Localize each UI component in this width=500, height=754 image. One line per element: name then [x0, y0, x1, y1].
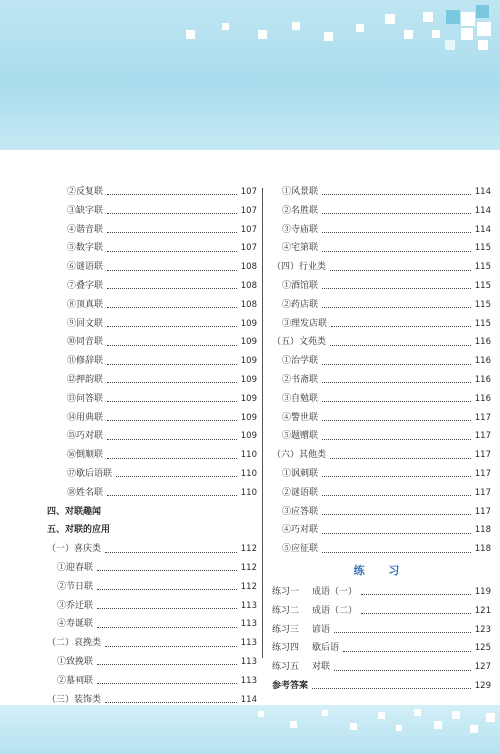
exercise-list — [272, 583, 491, 677]
toc-entry[interactable] — [47, 239, 257, 258]
exercise-title: 谚语 — [312, 624, 331, 635]
toc-entry-label: ②谜语联 — [282, 487, 319, 498]
pixel-square-decoration — [452, 711, 460, 719]
leader-dots — [334, 669, 471, 671]
toc-entry-label: ③乔迁联 — [57, 600, 94, 611]
toc-entry-label: ①酒馆联 — [282, 280, 319, 291]
toc-entry-page: 114 — [474, 224, 491, 235]
toc-entry-page: 108 — [240, 262, 257, 273]
toc-entry[interactable] — [47, 597, 257, 616]
toc-entry-page: 108 — [240, 299, 257, 310]
leader-dots — [322, 250, 471, 252]
toc-entry-page: 118 — [474, 544, 491, 555]
toc-entry-page: 115 — [474, 280, 491, 291]
toc-entry-label: ③缺字联 — [67, 205, 104, 216]
toc-entry[interactable] — [47, 277, 257, 296]
toc-entry-label: （二）哀挽类 — [47, 638, 102, 649]
toc-entry-page: 108 — [240, 280, 257, 291]
exercise-number: 练习三 — [272, 624, 300, 635]
toc-entry-page: 116 — [474, 356, 491, 367]
pixel-square-decoration — [461, 12, 475, 26]
exercise-number: 练习一 — [272, 586, 300, 597]
toc-entry[interactable] — [47, 615, 257, 634]
toc-entry-page: 115 — [474, 318, 491, 329]
leader-dots — [107, 287, 237, 289]
toc-entry[interactable] — [272, 221, 491, 240]
leader-dots — [107, 419, 237, 421]
toc-entry[interactable] — [272, 183, 491, 202]
pixel-square-decoration — [461, 28, 473, 40]
leader-dots — [97, 569, 237, 571]
leader-dots — [331, 325, 471, 327]
pixel-square-decoration — [476, 5, 489, 18]
toc-entry[interactable] — [47, 221, 257, 240]
toc-entry-page: 112 — [240, 581, 257, 592]
toc-entry[interactable] — [47, 390, 257, 409]
toc-entry[interactable] — [47, 296, 257, 315]
toc-entry-label: ④宅第联 — [282, 243, 319, 254]
toc-entry-page: 107 — [240, 187, 257, 197]
toc-entry-label: ②名胜联 — [282, 205, 319, 216]
toc-entry-label: ⑨回文联 — [67, 318, 104, 329]
answers-page: 129 — [474, 680, 491, 691]
toc-entry-label: ⑰歇后语联 — [67, 468, 113, 479]
toc-entry-page: 114 — [240, 694, 257, 705]
toc-entry-page: 109 — [240, 431, 257, 442]
toc-entry-label: ①治学联 — [282, 356, 319, 367]
exercise-title: 歇后语 — [312, 643, 340, 654]
toc-entry[interactable] — [272, 540, 491, 559]
toc-entry[interactable] — [47, 559, 257, 578]
toc-entry-label: ⑥谜语联 — [67, 262, 104, 273]
toc-entry[interactable] — [272, 409, 491, 428]
leader-dots — [97, 588, 237, 590]
toc-entry-label: ⑧顶真联 — [67, 299, 104, 310]
toc-entry-label: ②节日联 — [57, 581, 94, 592]
toc-left-column — [47, 183, 257, 709]
leader-dots — [107, 363, 237, 365]
pixel-square-decoration — [290, 721, 297, 728]
leader-dots — [330, 344, 471, 346]
toc-entry-label: ①风景联 — [282, 187, 319, 197]
section-heading-5: 五、对联的应用 — [47, 525, 111, 536]
toc-entry[interactable] — [47, 427, 257, 446]
exercise-entry[interactable] — [272, 621, 491, 640]
pixel-square-decoration — [446, 10, 460, 24]
toc-entry[interactable] — [272, 315, 491, 334]
exercise-section-title: 练 习 — [353, 563, 410, 577]
exercise-number: 练习二 — [272, 605, 300, 616]
pixel-square-decoration — [356, 24, 364, 32]
exercise-number: 练习五 — [272, 662, 300, 673]
leader-dots — [361, 612, 471, 614]
toc-entry[interactable] — [47, 315, 257, 334]
pixel-square-decoration — [432, 30, 440, 38]
leader-dots — [322, 193, 471, 195]
exercise-entry[interactable] — [272, 639, 491, 658]
toc-right-column — [272, 183, 491, 696]
toc-entry[interactable] — [47, 446, 257, 465]
toc-entry-page: 116 — [474, 337, 491, 348]
leader-dots — [97, 607, 237, 609]
leader-dots — [107, 306, 237, 308]
top-decorative-band — [0, 0, 500, 150]
toc-entry[interactable] — [47, 653, 257, 672]
toc-entry-page: 109 — [240, 318, 257, 329]
leader-dots — [107, 250, 237, 252]
toc-entry-page: 115 — [474, 299, 491, 310]
pixel-square-decoration — [445, 40, 455, 50]
exercise-entry[interactable] — [272, 602, 491, 621]
toc-entry-page: 117 — [474, 431, 491, 442]
toc-entry-label: ⑯倒顺联 — [67, 450, 104, 461]
toc-entry-label: ⑮巧对联 — [67, 431, 104, 442]
toc-entry-page: 110 — [240, 450, 257, 461]
leader-dots — [322, 306, 471, 308]
leader-dots — [116, 475, 237, 477]
leader-dots — [322, 287, 471, 289]
exercise-page: 123 — [474, 624, 491, 635]
toc-entry-label: （六）其他类 — [272, 450, 327, 461]
toc-entry[interactable] — [47, 634, 257, 653]
toc-entry[interactable] — [272, 521, 491, 540]
toc-entry-label: ⑩同音联 — [67, 337, 104, 348]
toc-entry-label: ⑭用典联 — [67, 412, 104, 423]
leader-dots — [322, 475, 471, 477]
toc-entry[interactable] — [272, 371, 491, 390]
toc-entry-page: 113 — [240, 619, 257, 630]
toc-entry-label: ④谐音联 — [67, 224, 104, 235]
exercise-entry[interactable] — [272, 583, 491, 602]
toc-entry[interactable] — [272, 465, 491, 484]
toc-entry-page: 116 — [474, 393, 491, 404]
leader-dots — [107, 269, 237, 271]
toc-entry-page: 109 — [240, 412, 257, 423]
leader-dots — [330, 457, 471, 459]
toc-entry-page: 114 — [474, 187, 491, 197]
toc-entry-label: （三）装饰类 — [47, 694, 102, 705]
pixel-square-decoration — [186, 30, 195, 39]
toc-entry[interactable] — [272, 239, 491, 258]
toc-entry-label: ①致挽联 — [57, 656, 94, 667]
pixel-square-decoration — [478, 40, 488, 50]
toc-entry-label: ⑫押韵联 — [67, 374, 104, 385]
leader-dots — [105, 701, 237, 703]
toc-entry[interactable] — [272, 503, 491, 522]
pixel-square-decoration — [486, 713, 495, 722]
pixel-square-decoration — [414, 709, 421, 716]
leader-dots — [322, 231, 471, 233]
pixel-square-decoration — [385, 14, 395, 24]
leader-dots — [107, 325, 237, 327]
toc-entry[interactable] — [47, 258, 257, 277]
toc-entry-page: 113 — [240, 675, 257, 686]
exercise-entry[interactable] — [272, 658, 491, 677]
toc-entry-label: ④巧对联 — [282, 525, 319, 536]
leader-dots — [107, 381, 237, 383]
toc-list-b — [47, 540, 257, 709]
toc-entry-page: 113 — [240, 656, 257, 667]
toc-entry[interactable] — [272, 390, 491, 409]
toc-entry-page: 109 — [240, 393, 257, 404]
toc-entry-page: 117 — [474, 487, 491, 498]
pixel-square-decoration — [258, 711, 264, 717]
toc-entry-page: 112 — [240, 562, 257, 573]
pixel-square-decoration — [396, 725, 402, 731]
leader-dots — [97, 626, 237, 628]
toc-entry-label: ④警世联 — [282, 412, 319, 423]
toc-entry-label: （四）行业类 — [272, 262, 327, 273]
leader-dots — [312, 687, 471, 689]
section-heading-4: 四、对联趣闻 — [47, 506, 102, 517]
toc-list-a — [47, 183, 257, 503]
toc-entry-page: 110 — [240, 468, 257, 479]
toc-entry-label: ②墓祠联 — [57, 675, 94, 686]
toc-entry-label: ③理发店联 — [282, 318, 328, 329]
exercise-page: 127 — [474, 662, 491, 673]
toc-entry[interactable] — [272, 296, 491, 315]
toc-entry-page: 113 — [240, 638, 257, 649]
toc-entry-label: ⑤数字联 — [67, 243, 104, 254]
toc-entry-page: 109 — [240, 374, 257, 385]
toc-entry[interactable] — [47, 465, 257, 484]
toc-entry-page: 117 — [474, 468, 491, 479]
toc-entry-page: 117 — [474, 450, 491, 461]
exercise-title: 对联 — [312, 662, 331, 673]
toc-entry-label: ③自勉联 — [282, 393, 319, 404]
leader-dots — [334, 631, 471, 633]
toc-entry-label: ③寺庙联 — [282, 224, 319, 235]
leader-dots — [322, 438, 471, 440]
toc-entry[interactable] — [272, 484, 491, 503]
toc-entry-label: （五）文苑类 — [272, 337, 327, 348]
pixel-square-decoration — [470, 725, 478, 733]
bottom-decorative-band — [0, 705, 500, 754]
toc-entry-label: ⑤应征联 — [282, 544, 319, 555]
toc-entry-label: ①迎春联 — [57, 562, 94, 573]
toc-entry[interactable] — [47, 484, 257, 503]
leader-dots — [107, 438, 237, 440]
leader-dots — [107, 344, 237, 346]
toc-entry[interactable] — [272, 446, 491, 465]
leader-dots — [322, 551, 471, 553]
pixel-square-decoration — [258, 30, 267, 39]
pixel-square-decoration — [292, 22, 300, 30]
toc-entry-label: ②药店联 — [282, 299, 319, 310]
answers-entry[interactable] — [272, 677, 491, 696]
leader-dots — [322, 363, 471, 365]
leader-dots — [107, 212, 237, 214]
toc-entry-label: ③应答联 — [282, 506, 319, 517]
toc-entry-page: 109 — [240, 337, 257, 348]
exercise-page: 119 — [474, 586, 491, 597]
toc-entry[interactable] — [47, 183, 257, 202]
toc-entry-page: 107 — [240, 205, 257, 216]
toc-entry[interactable] — [272, 333, 491, 352]
leader-dots — [322, 494, 471, 496]
leader-dots — [107, 400, 237, 402]
toc-entry[interactable] — [47, 578, 257, 597]
toc-entry-label: ④寿诞联 — [57, 619, 94, 630]
toc-entry-page: 109 — [240, 356, 257, 367]
toc-entry[interactable] — [272, 277, 491, 296]
pixel-square-decoration — [404, 30, 413, 39]
toc-entry-label: ⑬问答联 — [67, 393, 104, 404]
toc-entry[interactable] — [47, 672, 257, 691]
column-divider — [262, 188, 263, 658]
answers-label: 参考答案 — [272, 680, 309, 691]
leader-dots — [107, 494, 237, 496]
toc-entry-label: ⑪修辞联 — [67, 356, 104, 367]
leader-dots — [322, 400, 471, 402]
pixel-square-decoration — [423, 12, 433, 22]
toc-list-right — [272, 183, 491, 559]
toc-entry-page: 112 — [240, 544, 257, 555]
toc-entry[interactable] — [47, 333, 257, 352]
pixel-square-decoration — [222, 23, 229, 30]
leader-dots — [97, 682, 237, 684]
toc-entry-label: ②反复联 — [67, 187, 104, 197]
toc-entry[interactable] — [47, 202, 257, 221]
pixel-square-decoration — [434, 721, 442, 729]
toc-entry-page: 113 — [240, 600, 257, 611]
toc-entry-label: ⑱姓名联 — [67, 487, 104, 498]
toc-entry-label: ⑦叠字联 — [67, 280, 104, 291]
toc-entry-page: 118 — [474, 525, 491, 536]
leader-dots — [97, 663, 237, 665]
exercise-title: 成语（二） — [312, 605, 358, 616]
toc-entry[interactable] — [272, 202, 491, 221]
toc-entry-page: 116 — [474, 374, 491, 385]
toc-entry[interactable] — [47, 371, 257, 390]
toc-entry-label: （一）喜庆类 — [47, 544, 102, 555]
toc-entry[interactable] — [47, 409, 257, 428]
toc-entry-page: 117 — [474, 506, 491, 517]
leader-dots — [361, 593, 471, 595]
toc-entry-label: ⑤题赠联 — [282, 431, 319, 442]
toc-entry[interactable] — [272, 427, 491, 446]
toc-entry-label: ②书斋联 — [282, 374, 319, 385]
exercise-title: 成语（一） — [312, 586, 358, 597]
leader-dots — [107, 193, 237, 195]
toc-entry[interactable] — [272, 258, 491, 277]
toc-entry-page: 107 — [240, 224, 257, 235]
leader-dots — [107, 457, 237, 459]
leader-dots — [322, 532, 471, 534]
pixel-square-decoration — [350, 723, 357, 730]
leader-dots — [343, 650, 471, 652]
toc-entry-page: 115 — [474, 243, 491, 254]
toc-entry[interactable] — [272, 352, 491, 371]
leader-dots — [330, 269, 471, 271]
toc-entry-page: 107 — [240, 243, 257, 254]
leader-dots — [322, 419, 471, 421]
toc-entry-page: 117 — [474, 412, 491, 423]
exercise-page: 125 — [474, 643, 491, 654]
toc-entry-page: 115 — [474, 262, 491, 273]
toc-entry-page: 114 — [474, 205, 491, 216]
leader-dots — [322, 212, 471, 214]
leader-dots — [105, 645, 237, 647]
leader-dots — [322, 381, 471, 383]
leader-dots — [322, 513, 471, 515]
pixel-square-decoration — [324, 32, 333, 41]
toc-entry[interactable] — [47, 352, 257, 371]
leader-dots — [107, 231, 237, 233]
exercise-number: 练习四 — [272, 643, 300, 654]
toc-entry-page: 110 — [240, 487, 257, 498]
pixel-square-decoration — [322, 710, 328, 716]
toc-entry-label: ①讽刺联 — [282, 468, 319, 479]
pixel-square-decoration — [378, 712, 385, 719]
toc-entry[interactable] — [47, 540, 257, 559]
pixel-square-decoration — [477, 22, 491, 36]
exercise-page: 121 — [474, 605, 491, 616]
leader-dots — [105, 551, 237, 553]
